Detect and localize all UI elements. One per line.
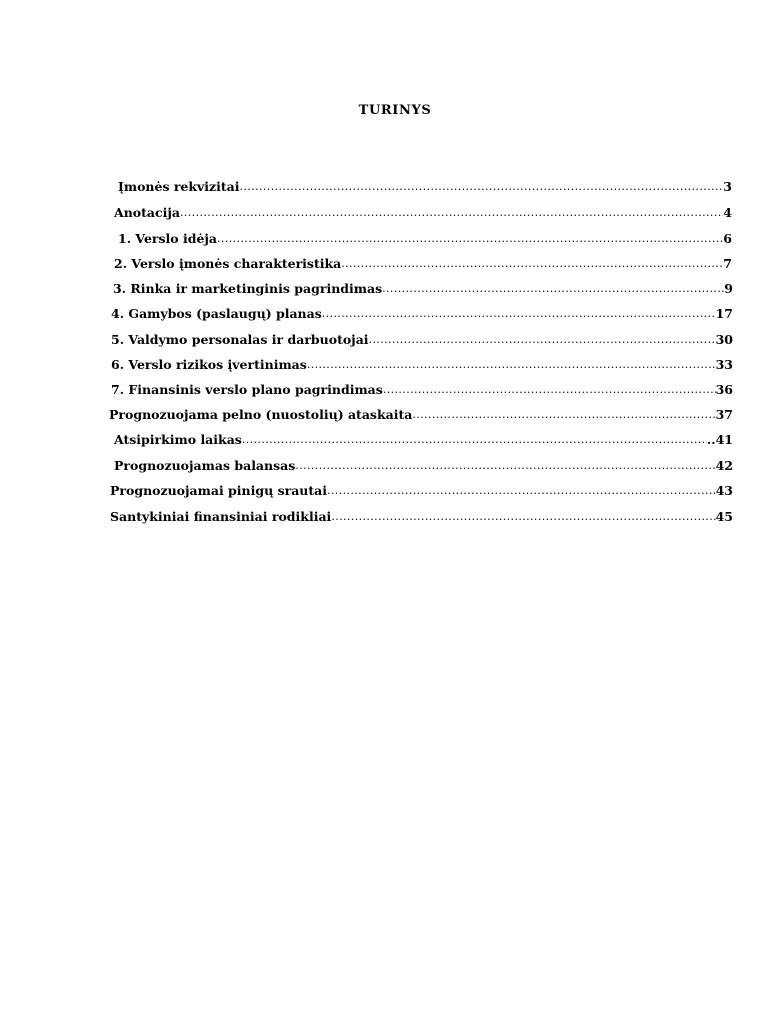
- toc-entry-page: 33: [715, 357, 733, 372]
- toc-entry[interactable]: [118, 230, 732, 248]
- toc-entry-label: 6. Verslo rizikos įvertinimas: [111, 357, 307, 372]
- toc-entry-label: 4. Gamybos (paslaugų) planas: [111, 306, 322, 321]
- toc-entry[interactable]: [111, 305, 733, 323]
- toc-entry-page: 6: [723, 231, 732, 246]
- toc-dot-leader: [242, 431, 707, 449]
- toc-entry-page: 7: [723, 256, 732, 271]
- toc-entry-page: 43: [715, 483, 733, 498]
- toc-dot-leader: [331, 508, 715, 526]
- toc-entry-page: 36: [715, 382, 733, 397]
- toc-entry[interactable]: [114, 255, 732, 273]
- toc-entry-page: 9: [724, 281, 733, 296]
- toc-entry[interactable]: [111, 381, 733, 399]
- toc-dot-leader: [383, 381, 716, 399]
- toc-entry-label: 5. Valdymo personalas ir darbuotojai: [111, 332, 369, 347]
- toc-entry-label: Anotacija: [114, 205, 180, 220]
- toc-title: TURINYS: [358, 103, 432, 118]
- toc-dot-leader: [180, 204, 723, 222]
- toc-dot-leader: [322, 305, 716, 323]
- toc-entry-page: 30: [715, 332, 733, 347]
- toc-dot-leader: [327, 482, 716, 500]
- toc-entry-label: Prognozuojamai pinigų srautai: [110, 483, 327, 498]
- toc-entry[interactable]: [111, 331, 733, 349]
- toc-entry-label: 1. Verslo idėja: [118, 231, 218, 246]
- toc-dot-leader: [369, 331, 716, 349]
- toc-dot-leader: [217, 230, 723, 248]
- toc-entry-page: 3: [723, 179, 732, 194]
- toc-entry[interactable]: [118, 178, 732, 196]
- toc-entry-label: Santykiniai finansiniai rodikliai: [110, 509, 332, 524]
- toc-entry[interactable]: [114, 457, 733, 475]
- toc-entry-page: 4: [723, 205, 732, 220]
- toc-entry-page: ..41: [706, 432, 733, 447]
- toc-dot-leader: [341, 255, 723, 273]
- toc-entry-label: Įmonės rekvizitai: [118, 179, 240, 194]
- toc-entry[interactable]: [111, 356, 733, 374]
- toc-entry-label: Atsipirkimo laikas: [114, 432, 242, 447]
- toc-entry-page: 37: [715, 407, 733, 422]
- toc-dot-leader: [295, 457, 715, 475]
- toc-entry[interactable]: [110, 482, 733, 500]
- toc-entry-page: 17: [715, 306, 733, 321]
- toc-entry[interactable]: [113, 280, 733, 298]
- toc-dot-leader: [307, 356, 716, 374]
- toc-entry-label: Prognozuojamas balansas: [114, 458, 296, 473]
- toc-entry[interactable]: [109, 406, 733, 424]
- toc-dot-leader: [240, 178, 724, 196]
- toc-entry[interactable]: [110, 508, 733, 526]
- toc-dot-leader: [382, 280, 724, 298]
- toc-entry-label: Prognozuojama pelno (nuostolių) ataskaita: [109, 407, 413, 422]
- toc-dot-leader: [412, 406, 715, 424]
- toc-entry-label: 3. Rinka ir marketinginis pagrindimas: [113, 281, 383, 296]
- toc-entry-page: 45: [715, 509, 733, 524]
- toc-entry[interactable]: [114, 204, 732, 222]
- toc-entry[interactable]: [114, 431, 733, 449]
- toc-entry-label: 7. Finansinis verslo plano pagrindimas: [111, 382, 383, 397]
- toc-entry-label: 2. Verslo įmonės charakteristika: [114, 256, 342, 271]
- toc-entry-page: 42: [715, 458, 733, 473]
